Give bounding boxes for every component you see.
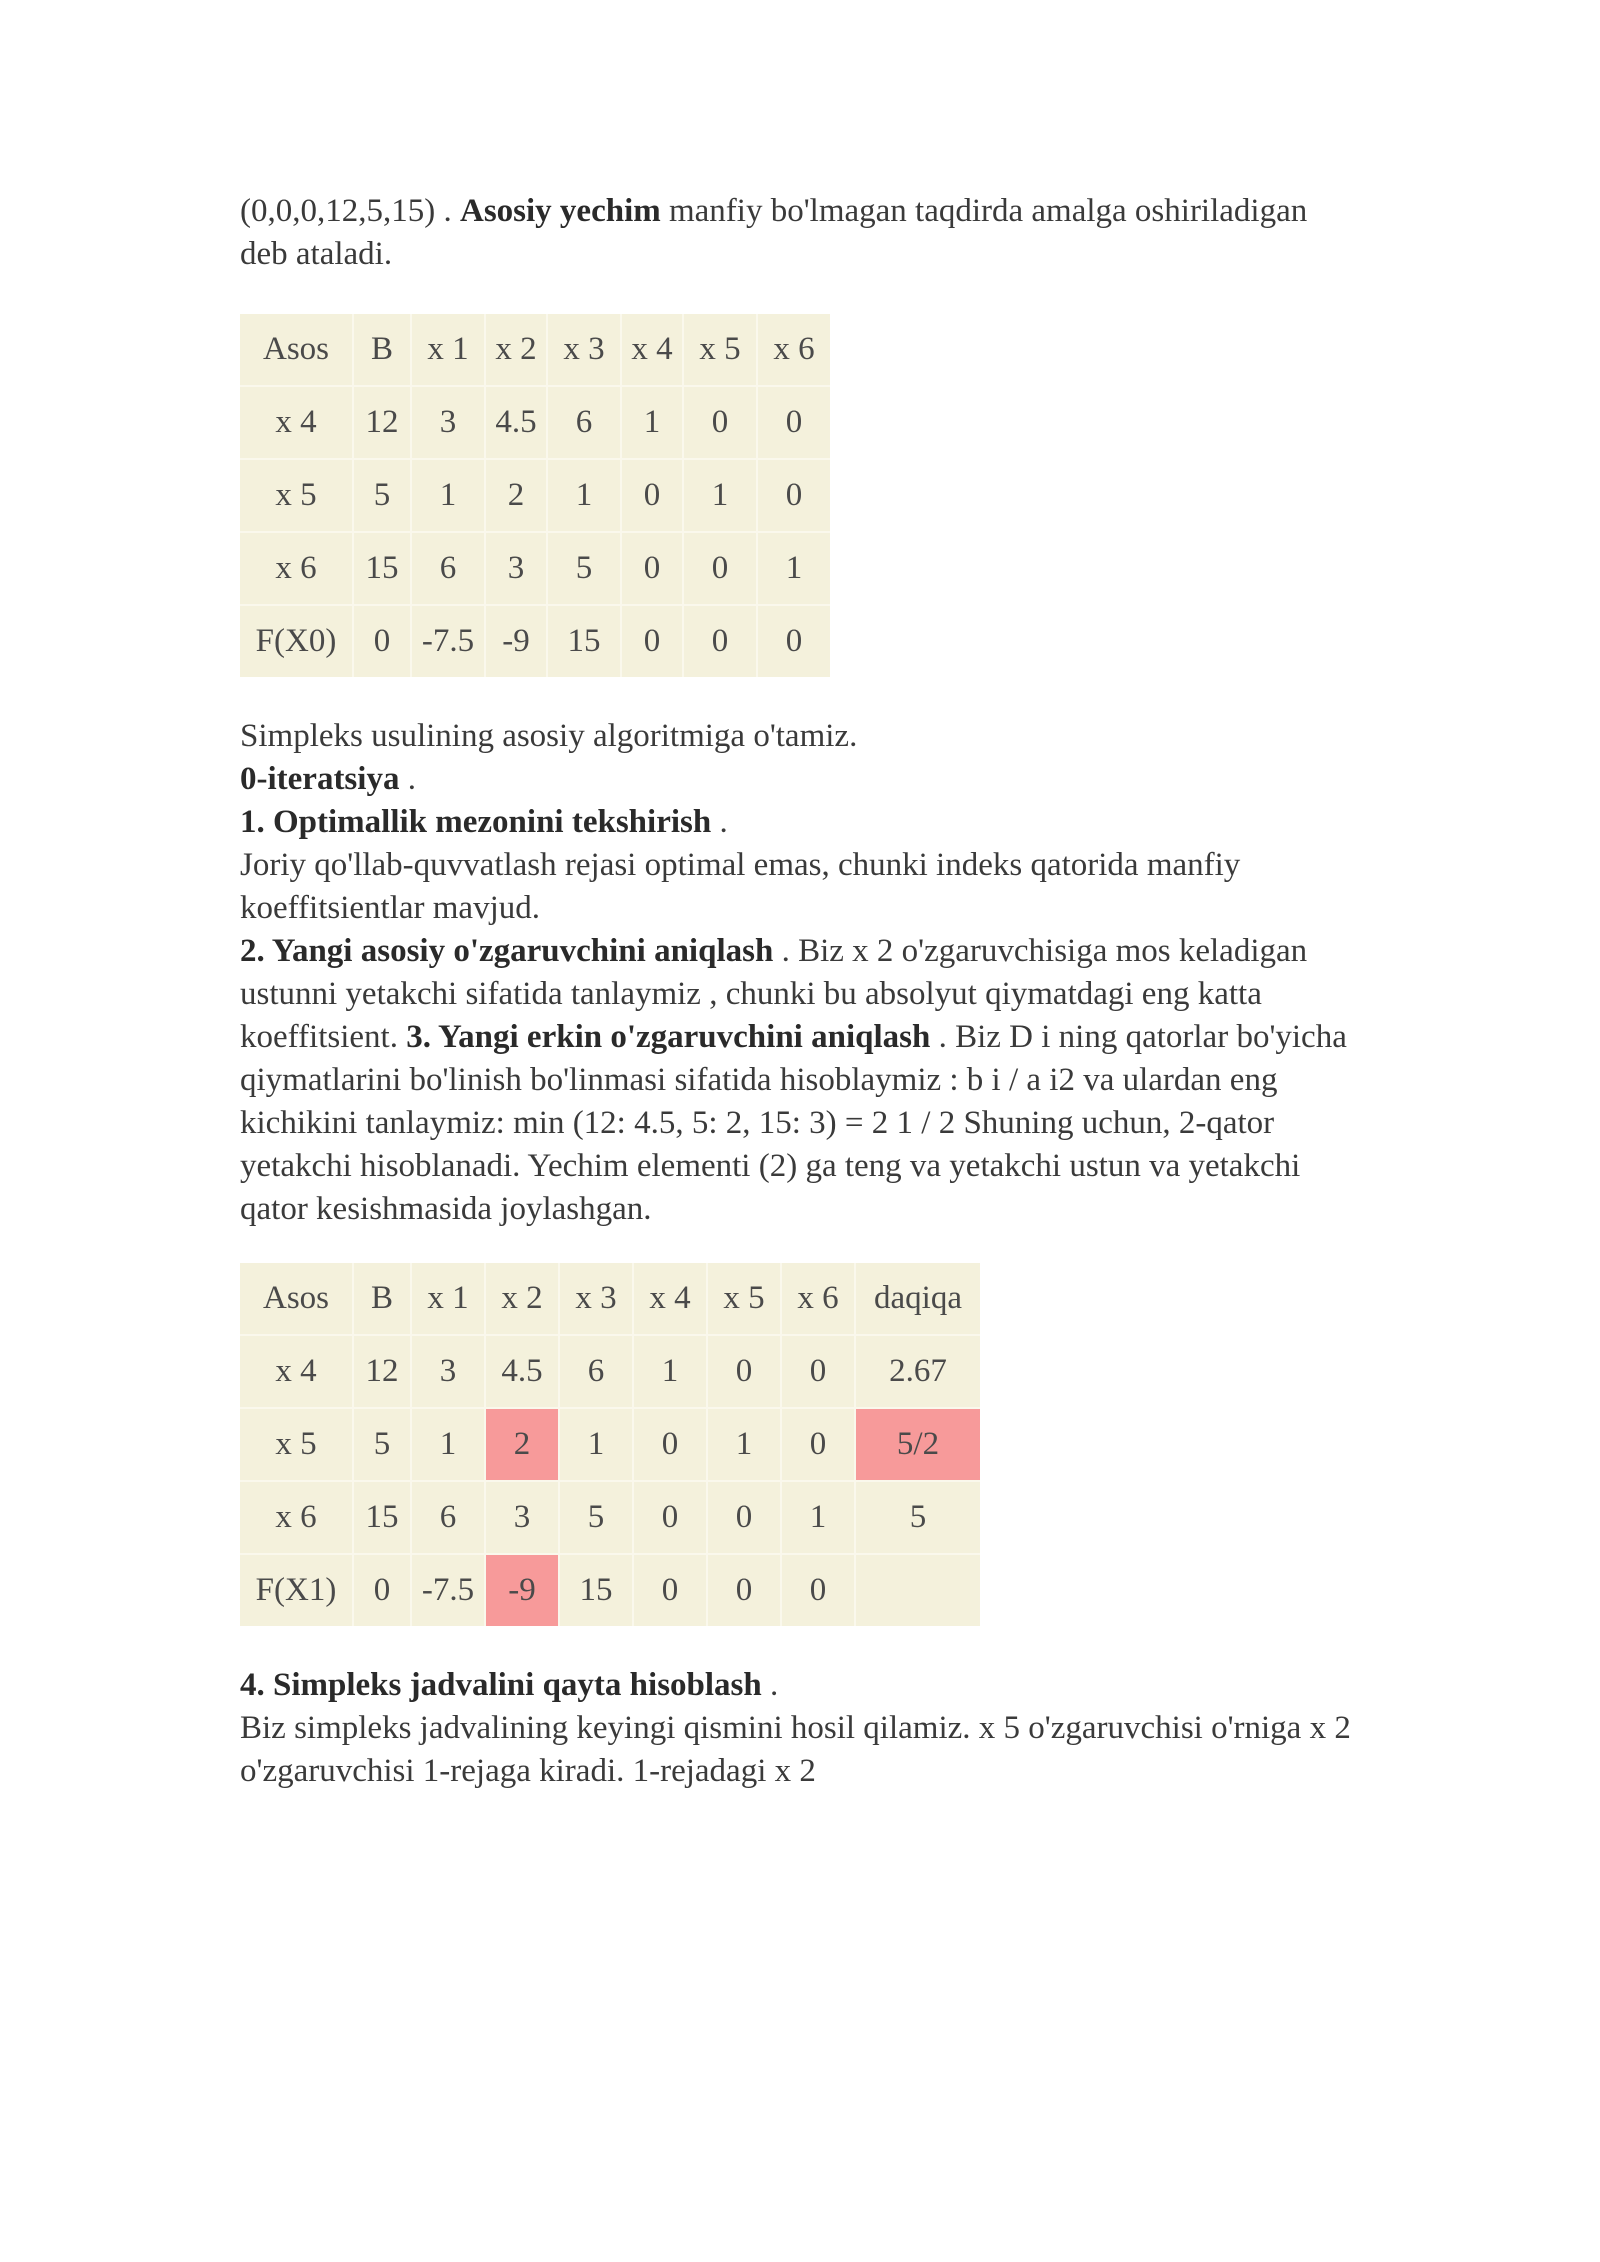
- table-cell: 5: [353, 459, 411, 532]
- table-cell: F(X0): [240, 605, 353, 677]
- pivot-element-cell: 2: [485, 1408, 559, 1481]
- table-cell: 0: [757, 386, 830, 459]
- table-row: [240, 1335, 980, 1408]
- header-cell: x 1: [411, 314, 485, 386]
- table-cell: 6: [547, 386, 621, 459]
- intro-text: (0,0,0,12,5,15) .: [240, 193, 460, 229]
- header-cell: x 5: [707, 1263, 781, 1335]
- table-cell: 3: [411, 1335, 485, 1408]
- table-cell: 1: [781, 1481, 855, 1554]
- table-cell: 2.67: [855, 1335, 980, 1408]
- footer-paragraph: [240, 1664, 1360, 1793]
- table-cell: x 5: [240, 1408, 353, 1481]
- table-cell: 0: [785, 623, 803, 659]
- table-cell: 0: [621, 605, 683, 677]
- step3-heading: 3. Yangi erkin o'zgaruvchini aniqlash: [406, 1019, 931, 1055]
- step1-heading: 1. Optimallik mezonini tekshirish: [240, 804, 712, 840]
- simplex-table-ratio: [240, 1263, 980, 1626]
- table-row-objective: [240, 605, 830, 677]
- table-cell: 12: [353, 1335, 411, 1408]
- table-row: [240, 459, 830, 532]
- table-cell: 1: [411, 1408, 485, 1481]
- pivot-column-coefficient-cell: -9: [485, 1554, 559, 1626]
- table-cell: 0: [781, 1335, 855, 1408]
- table-cell: 0: [621, 532, 683, 605]
- header-cell: x 2: [485, 314, 547, 386]
- table-cell: 0: [633, 1408, 707, 1481]
- table-cell: x 4: [240, 386, 353, 459]
- table-cell: 15: [559, 1554, 633, 1626]
- table-cell: 0: [707, 1554, 781, 1626]
- header-cell: x 4: [633, 1263, 707, 1335]
- step2-heading: 2. Yangi asosiy o'zgaruvchini aniqlash: [240, 933, 774, 969]
- table-cell: 0: [633, 1554, 707, 1626]
- header-cell: Asos: [240, 314, 353, 386]
- body-paragraph: [240, 715, 1360, 1231]
- table-cell: -7.5: [411, 605, 485, 677]
- step1-text: Joriy qo'llab-quvvatlash rejasi optimal emas, chunki indeks qatorida manfiy koeffitsientlar mavjud.: [240, 847, 1241, 926]
- table-cell: 1: [621, 386, 683, 459]
- header-cell: x 3: [547, 314, 621, 386]
- step4-heading: 4. Simpleks jadvalini qayta hisoblash: [240, 1667, 762, 1703]
- table-cell: x 5: [240, 459, 353, 532]
- table-header-row: [240, 314, 830, 386]
- header-cell: daqiqa: [855, 1263, 980, 1335]
- table-cell: 1: [559, 1408, 633, 1481]
- table-cell: 0: [781, 1408, 855, 1481]
- table-cell: 6: [559, 1335, 633, 1408]
- intro-paragraph: [240, 190, 1360, 276]
- table-cell: 5: [353, 1408, 411, 1481]
- table-cell: 0: [621, 459, 683, 532]
- step3-text: . Biz D i ning qatorlar bo'yicha qiymatlarini bo'linish bo'linmasi sifatida hisoblaymiz : b i / a i2 va ulardan eng kichikini tanlaymiz: min (12: 4.5, 5: 2, 15: 3) = 2 1 / 2 Shuning uchun, 2-qator yetakchi hisoblanadi. Yechim elementi (2) ga teng va yetakchi ustun va yetakchi qator kesishmasida joylashgan.: [240, 1019, 1347, 1227]
- table-cell: 0: [353, 1554, 411, 1626]
- header-cell: B: [353, 314, 411, 386]
- table-cell: F(X1): [240, 1554, 353, 1626]
- intro-bold-term: Asosiy yechim: [459, 193, 661, 229]
- table-cell: -7.5: [411, 1554, 485, 1626]
- table-cell: 1: [547, 459, 621, 532]
- table-cell: 15: [353, 1481, 411, 1554]
- table-cell: 15: [547, 605, 621, 677]
- table-cell: x 6: [240, 1481, 353, 1554]
- table-row-pivot: [240, 1408, 980, 1481]
- table-cell: x 6: [240, 532, 353, 605]
- table-cell: 0: [683, 386, 757, 459]
- table-cell: 6: [411, 532, 485, 605]
- table-cell: -9: [485, 605, 547, 677]
- header-cell: x 6: [781, 1263, 855, 1335]
- table-cell: 4.5: [485, 386, 547, 459]
- intro-text-end: manfiy bo'lmagan taqdirda amalga oshiriladigan deb ataladi.: [240, 193, 1308, 272]
- step2-text: . Biz x 2 o'zgaruvchisiga mos keladigan ustunni yetakchi sifatida tanlaymiz , chunki bu absolyut qiymatdagi eng katta koeffitsient.: [240, 933, 1308, 1055]
- header-cell: x 1: [411, 1263, 485, 1335]
- table-cell: 5: [547, 532, 621, 605]
- header-cell: x 6: [757, 314, 830, 386]
- table-row: [240, 386, 830, 459]
- table-cell: 0: [683, 532, 757, 605]
- iteration-heading-tail: .: [399, 761, 416, 797]
- table-cell: 15: [353, 532, 411, 605]
- step4-heading-tail: .: [761, 1667, 779, 1703]
- header-cell: x 4: [621, 314, 683, 386]
- iteration-heading: 0-iteratsiya: [240, 761, 400, 797]
- header-cell: x 2: [485, 1263, 559, 1335]
- table-cell: 0: [781, 1554, 855, 1626]
- intro-algorithm-line: Simpleks usulining asosiy algoritmiga o'tamiz.: [240, 718, 858, 754]
- header-cell: x 5: [683, 314, 757, 386]
- step4-text: Biz simpleks jadvalining keyingi qismini hosil qilamiz. x 5 o'zgaruvchisi o'rniga x 2 o'zgaruvchisi 1-rejaga kiradi. 1-rejadagi x 2: [240, 1710, 1351, 1789]
- header-cell: Asos: [240, 1263, 353, 1335]
- table-cell: 1: [757, 532, 830, 605]
- table-cell: 0: [757, 459, 830, 532]
- table-cell: 1: [411, 459, 485, 532]
- table-cell: 1: [633, 1335, 707, 1408]
- step1-heading-tail: .: [711, 804, 728, 840]
- table-cell: 6: [411, 1481, 485, 1554]
- table-cell: 4.5: [485, 1335, 559, 1408]
- header-cell: B: [353, 1263, 411, 1335]
- table-cell: 5: [559, 1481, 633, 1554]
- document-page: [240, 190, 1360, 1793]
- table-cell: 0: [683, 605, 757, 677]
- table-header-row: [240, 1263, 980, 1335]
- table-cell: 12: [353, 386, 411, 459]
- table-cell: 0: [353, 605, 411, 677]
- table-cell: 3: [485, 1481, 559, 1554]
- table-cell: 0: [633, 1481, 707, 1554]
- table-cell: [855, 1554, 980, 1626]
- table-row-objective: [240, 1554, 980, 1626]
- table-cell: 0: [707, 1481, 781, 1554]
- simplex-table-initial: [240, 314, 830, 677]
- table-cell: 1: [707, 1408, 781, 1481]
- header-cell: x 3: [559, 1263, 633, 1335]
- table-cell: 2: [485, 459, 547, 532]
- table-cell: 5: [855, 1481, 980, 1554]
- table-cell: 3: [411, 386, 485, 459]
- min-ratio-cell: 5/2: [855, 1408, 980, 1481]
- table-row: [240, 1481, 980, 1554]
- table-cell: 0: [707, 1335, 781, 1408]
- table-cell: 1: [683, 459, 757, 532]
- table-cell: x 4: [240, 1335, 353, 1408]
- table-row: [240, 532, 830, 605]
- table-cell: 3: [485, 532, 547, 605]
